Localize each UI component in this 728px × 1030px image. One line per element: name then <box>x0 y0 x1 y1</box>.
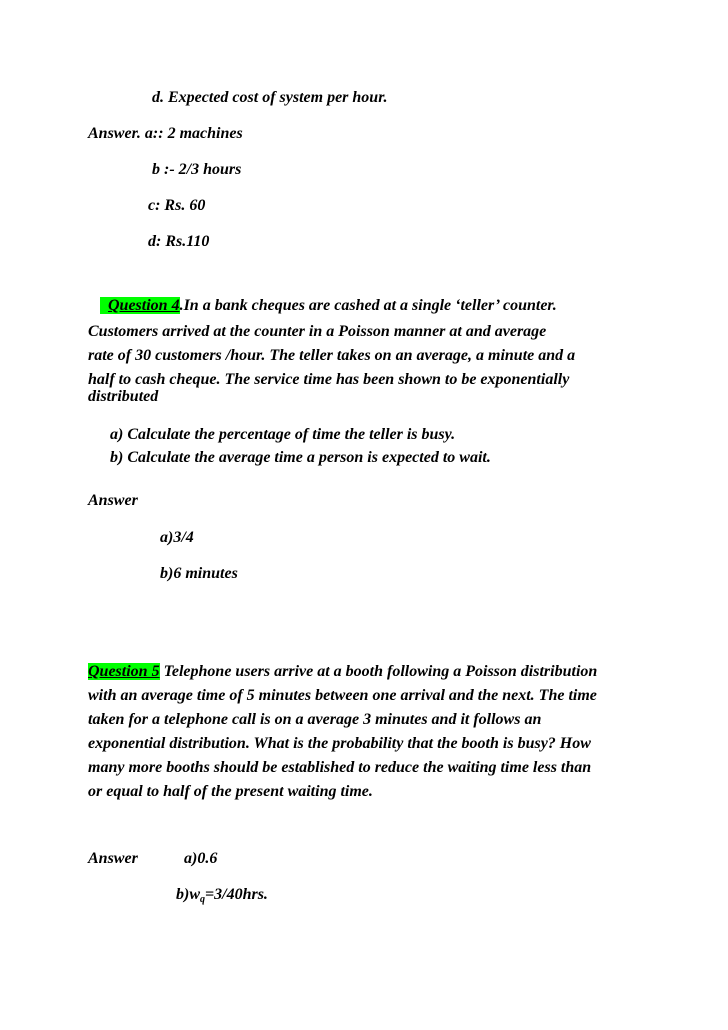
q4-part-b: b) Calculate the average time a person is expected to wait. <box>110 449 491 466</box>
q5-text-line-3: taken for a telephone call is on a average 3 minutes and it follows an <box>88 711 542 728</box>
q3-item-d: d. Expected cost of system per hour. <box>152 89 388 106</box>
q4-answer-a: a)3/4 <box>160 529 194 546</box>
q5-answer-b-suffix: =3/40hrs. <box>205 886 268 903</box>
q4-text-line-1: .In a bank cheques are cashed at a single ‘teller’ counter. <box>179 297 557 314</box>
q3-answer-a: Answer. a:: 2 machines <box>88 125 243 142</box>
q3-answer-d: d: Rs.110 <box>148 233 210 250</box>
q5-answer-b <box>176 885 268 910</box>
q3-answer-c: c: Rs. 60 <box>148 197 206 214</box>
q4-part-a: a) Calculate the percentage of time the teller is busy. <box>110 426 456 443</box>
q5-label: Question 5 <box>88 663 160 680</box>
q5-text-line-1: Telephone users arrive at a booth following a Poisson distribution <box>159 663 598 680</box>
q4-first-line <box>100 296 557 316</box>
q5-answer-heading: Answer <box>88 850 138 867</box>
q4-text-line-3: rate of 30 customers /hour. The teller takes on an average, a minute and a <box>88 347 576 364</box>
q4-text-line-4: half to cash cheque. The service time has been shown to be exponentially <box>88 371 570 388</box>
q5-text-line-5: many more booths should be established to reduce the waiting time less than <box>88 759 592 776</box>
q5-answer-a: a)0.6 <box>184 850 218 867</box>
q5-answer-b-prefix: b)w <box>176 886 200 903</box>
q4-answer-heading: Answer <box>88 492 138 509</box>
q5-text-line-2: with an average time of 5 minutes between one arrival and the next. The time <box>88 687 597 704</box>
q5-text-line-4: exponential distribution. What is the probability that the booth is busy? How <box>88 735 591 752</box>
q3-answer-b: b :- 2/3 hours <box>152 161 242 178</box>
q5-first-line <box>88 662 597 682</box>
q4-text-line-5: distributed <box>88 388 159 405</box>
q4-text-line-2: Customers arrived at the counter in a Poisson manner at and average <box>88 323 547 340</box>
q5-text-line-6: or equal to half of the present waiting time. <box>88 783 373 800</box>
q5-answer-b-subscript: q <box>200 894 205 905</box>
q4-label: Question 4 <box>100 297 180 314</box>
q4-answer-b: b)6 minutes <box>160 565 238 582</box>
